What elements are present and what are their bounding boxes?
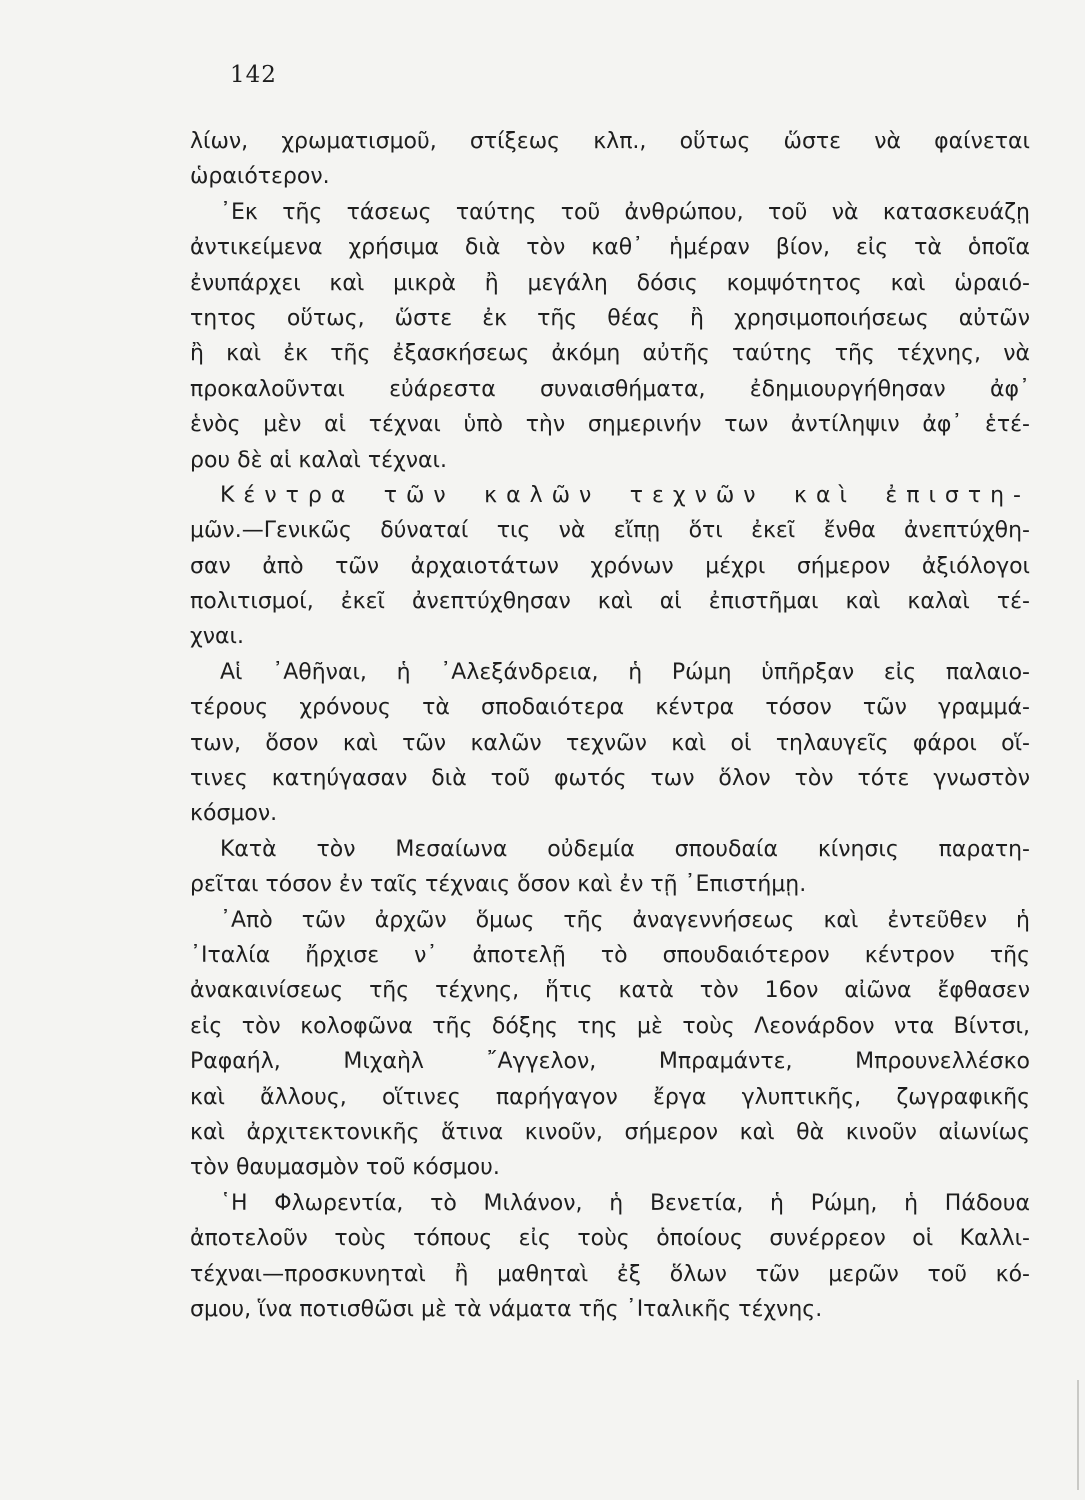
text-line: ρου δὲ αἱ καλαὶ τέχναι. bbox=[190, 447, 447, 473]
text-line: ᾿Απὸ τῶν ἀρχῶν ὅμως τῆς ἀναγεννήσεως καὶ ἐντεῦθεν ἡ bbox=[220, 907, 1030, 933]
text-line: ἢ καὶ ἐκ τῆς ἐξασκήσεως ἀκόμη αὐτῆς ταύτης τῆς τέχνης, νὰ bbox=[190, 341, 1030, 367]
text-line: πολιτισμοί, ἐκεῖ ἀνεπτύχθησαν καὶ αἱ ἐπιστῆμαι καὶ καλαὶ τέ- bbox=[190, 589, 1030, 615]
text-line: ἑνὸς μὲν αἱ τέχναι ὑπὸ τὴν σημερινήν των ἀντίληψιν ἀφ᾿ ἑτέ- bbox=[190, 412, 1030, 438]
text-line: καὶ ἄλλους, οἵτινες παρήγαγον ἔργα γλυπτικῆς, ζωγραφικῆς bbox=[190, 1084, 1030, 1110]
text-line: χναι. bbox=[190, 624, 244, 650]
text-line: λίων, χρωματισμοῦ, στίξεως κλπ., οὕτως ὥστε νὰ φαίνεται bbox=[190, 129, 1030, 154]
body-text bbox=[190, 124, 1030, 1327]
text-line: ᾿Ιταλία ἤρχισε ν᾿ ἀποτελῇ τὸ σπουδαιότερον κέντρον τῆς bbox=[190, 942, 1030, 968]
text-line: ὡραιότερον. bbox=[190, 164, 330, 190]
text-line: Ραφαήλ, Μιχαὴλ ῎Αγγελον, Μπραμάντε, Μπρουνελλέσκο bbox=[190, 1049, 1030, 1075]
text-line: Κατὰ τὸν Μεσαίωνα οὐδεμία σπουδαία κίνησις παρατη- bbox=[220, 836, 1030, 862]
text-line: προκαλοῦνται εὐάρεστα συναισθήματα, ἐδημιουργήθησαν ἀφ᾿ bbox=[190, 376, 1030, 402]
text-line: σαν ἀπὸ τῶν ἀρχαιοτάτων χρόνων μέχρι σήμερον ἀξιόλογοι bbox=[190, 553, 1030, 579]
text-line: των, ὅσον καὶ τῶν καλῶν τεχνῶν καὶ οἱ τηλαυγεῖς φάροι οἵ- bbox=[190, 730, 1030, 756]
page-number: 142 bbox=[230, 62, 277, 88]
text-line: ᾿Εκ τῆς τάσεως ταύτης τοῦ ἀνθρώπου, τοῦ νὰ κατασκευάζῃ bbox=[220, 199, 1030, 225]
text-line: τέχναι—προσκυνηταὶ ἢ μαθηταὶ ἐξ ὅλων τῶν μερῶν τοῦ κό- bbox=[190, 1261, 1030, 1287]
text-line: ἀποτελοῦν τοὺς τόπους εἰς τοὺς ὁποίους συνέρρεον οἱ Καλλι- bbox=[190, 1226, 1030, 1252]
text-line: ῾Η Φλωρεντία, τὸ Μιλάνον, ἡ Βενετία, ἡ Ρώμη, ἡ Πάδουα bbox=[220, 1190, 1030, 1216]
text-line: τέρους χρόνους τὰ σποδαιότερα κέντρα τόσον τῶν γραμμά- bbox=[190, 695, 1030, 721]
text-line: Αἱ ᾿Αθῆναι, ἡ ᾿Αλεξάνδρεια, ἡ Ρώμη ὑπῆρξαν εἰς παλαιο- bbox=[220, 659, 1030, 685]
text-line: μῶν.—Γενικῶς δύναταί τις νὰ εἴπῃ ὅτι ἐκεῖ ἔνθα ἀνεπτύχθη- bbox=[190, 518, 1030, 544]
text-line: τινες κατηύγασαν διὰ τοῦ φωτός των ὅλον τὸν τότε γνωστὸν bbox=[190, 766, 1030, 792]
text-line: σμου, ἵνα ποτισθῶσι μὲ τὰ νάματα τῆς ᾿Ιταλικῆς τέχνης. bbox=[190, 1296, 823, 1322]
text-line: ρεῖται τόσον ἐν ταῖς τέχναις ὅσον καὶ ἐν τῇ ᾿Επιστήμῃ. bbox=[190, 872, 807, 898]
text-line: ἐνυπάρχει καὶ μικρὰ ἢ μεγάλη δόσις κομψότητος καὶ ὡραιό- bbox=[190, 270, 1030, 296]
text-line: τὸν θαυμασμὸν τοῦ κόσμου. bbox=[190, 1155, 500, 1181]
text-line: ἀντικείμενα χρήσιμα διὰ τὸν καθ᾿ ἡμέραν βίον, εἰς τὰ ὁποῖα bbox=[190, 235, 1030, 261]
text-line: ἀνακαινίσεως τῆς τέχνης, ἥτις κατὰ τὸν 16ον αἰῶνα ἔφθασεν bbox=[190, 978, 1030, 1004]
section-heading-line: Κέντρα τῶν καλῶν τεχνῶν καὶ ἐπιστη- bbox=[220, 482, 1030, 508]
text-line: κόσμον. bbox=[190, 801, 278, 827]
page-edge-shadow bbox=[1077, 1380, 1079, 1490]
text-line: τητος οὕτως, ὥστε ἐκ τῆς θέας ἢ χρησιμοποιήσεως αὐτῶν bbox=[190, 305, 1030, 331]
text-line: εἰς τὸν κολοφῶνα τῆς δόξης της μὲ τοὺς Λεονάρδον ντα Βίντσι, bbox=[190, 1013, 1030, 1039]
text-line: καὶ ἀρχιτεκτονικῆς ἅτινα κινοῦν, σήμερον καὶ θὰ κινοῦν αἰωνίως bbox=[190, 1119, 1030, 1145]
